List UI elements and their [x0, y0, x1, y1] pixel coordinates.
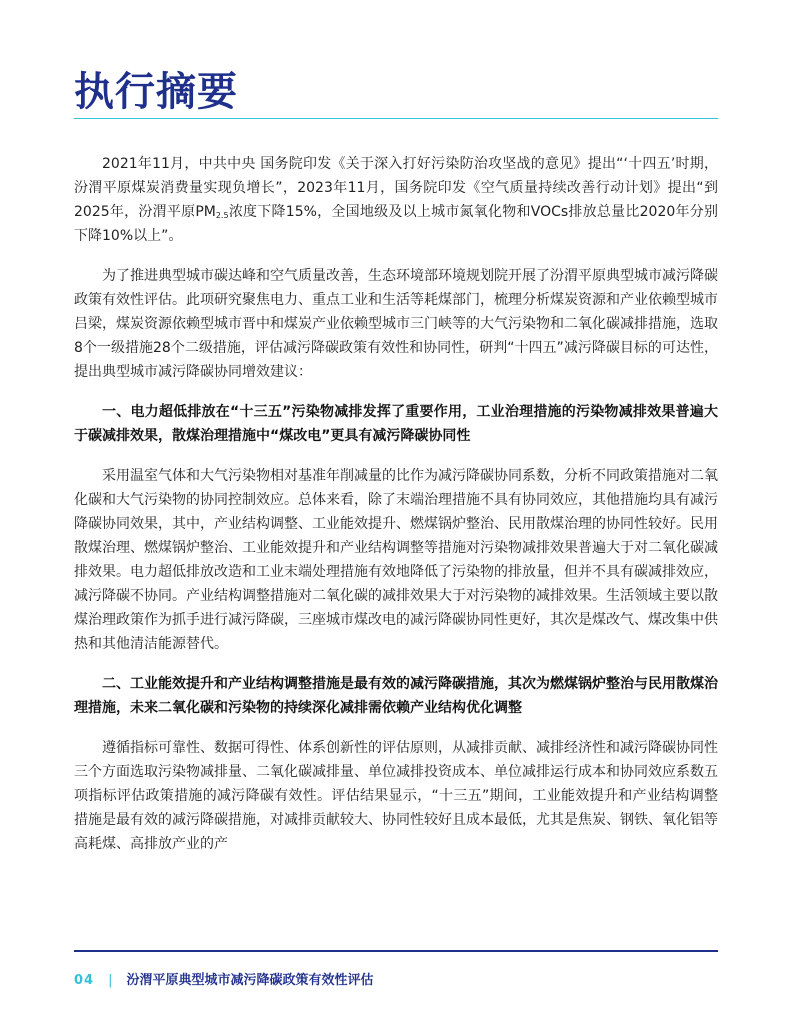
paragraph-synergy-analysis: 采用温室气体和大气污染物相对基准年削减量的比作为减污降碳协同系数，分析不同政策措施对二氧化碳和大气污染物的协同控制效应。总体来看，除了末端治理措施不具有协同效应，其他措施均具有减污降碳协同效果，其中，产业结构调整、工业能效提升、燃煤锅炉整治、民用散煤治理的协同性较好。民用散煤治理、燃煤锅炉整治、工业能效提升和产业结构调整等措施对污染物减排效果普遍大于对二氧化碳减排效果。电力超低排放改造和工业末端处理措施有效地降低了污染物的排放量，但并不具有碳减排效应，减污降碳不协同。产业结构调整措施对二氧化碳的减排效果大于对污染物的减排效果。生活领域主要以散煤治理政策作为抓手进行减污降碳，三座城市煤改电的减污降碳协同性更好，其次是煤改气、煤改集中供热和其他清洁能源替代。: [74, 468, 718, 652]
footer-divider: [74, 950, 718, 952]
pm-subscript: 2.5: [215, 211, 229, 220]
page-title: 执行摘要: [74, 69, 238, 115]
section-heading-2: 二、工业能效提升和产业结构调整措施是最有效的减污降碳措施，其次为燃煤锅炉整治与民用散煤治理措施，未来二氧化碳和污染物的持续深化减排需依赖产业结构优化调整: [74, 676, 718, 716]
page-number: 04: [74, 973, 95, 988]
footer-report-title: 汾渭平原典型城市减污降碳政策有效性评估: [126, 973, 374, 988]
paragraph-study-intro: 为了推进典型城市碳达峰和空气质量改善，生态环境部环境规划院开展了汾渭平原典型城市减污降碳政策有效性评估。此项研究聚焦电力、重点工业和生活等耗煤部门，梳理分析煤炭资源和产业依赖型城市吕梁，煤炭资源依赖型城市晋中和煤炭产业依赖型城市三门峡等的大气污染物和二氧化碳减排措施，选取8个一级措施28个二级措施，评估减污降碳政策有效性和协同性，研判“十四五”减污降碳目标的可达性，提出典型城市减污降碳协同增效建议：: [74, 268, 718, 380]
paragraph-evaluation: 遵循指标可靠性、数据可得性、体系创新性的评估原则，从减排贡献、减排经济性和减污降碳协同性三个方面选取污染物减排量、二氧化碳减排量、单位减排投资成本、单位减排运行成本和协同效应系数五项指标评估政策措施的减污降碳有效性。评估结果显示，“十三五”期间，工业能效提升和产业结构调整措施是最有效的减污降碳措施，对减排贡献较大、协同性较好且成本最低，尤其是焦炭、钢铁、氧化铝等高耗煤、高排放产业的产: [74, 740, 718, 852]
footer-separator: |: [108, 973, 113, 988]
main-content: [74, 152, 718, 872]
paragraph-policy-background: [74, 152, 718, 248]
paragraph-policy-text-a: 2021年11月，中共中央 国务院印发《关于深入打好污染防治攻坚战的意见》提出“‘十四五’时期，汾渭平原煤炭消费量实现负增长”，2023年11月，国务院印发《空气质量持续改善行动计划》提出“到2025年，汾渭平原PM: [74, 156, 718, 220]
title-divider: [74, 118, 718, 119]
section-heading-1: 一、电力超低排放在“十三五”污染物减排发挥了重要作用，工业治理措施的污染物减排效果普遍大于碳减排效果，散煤治理措施中“煤改电”更具有减污降碳协同性: [74, 404, 718, 444]
paragraph-policy-text-b: 浓度下降15%，全国地级及以上城市氮氧化物和VOCs排放总量比2020年分别下降10%以上”。: [74, 204, 718, 244]
page-footer: [74, 972, 374, 990]
